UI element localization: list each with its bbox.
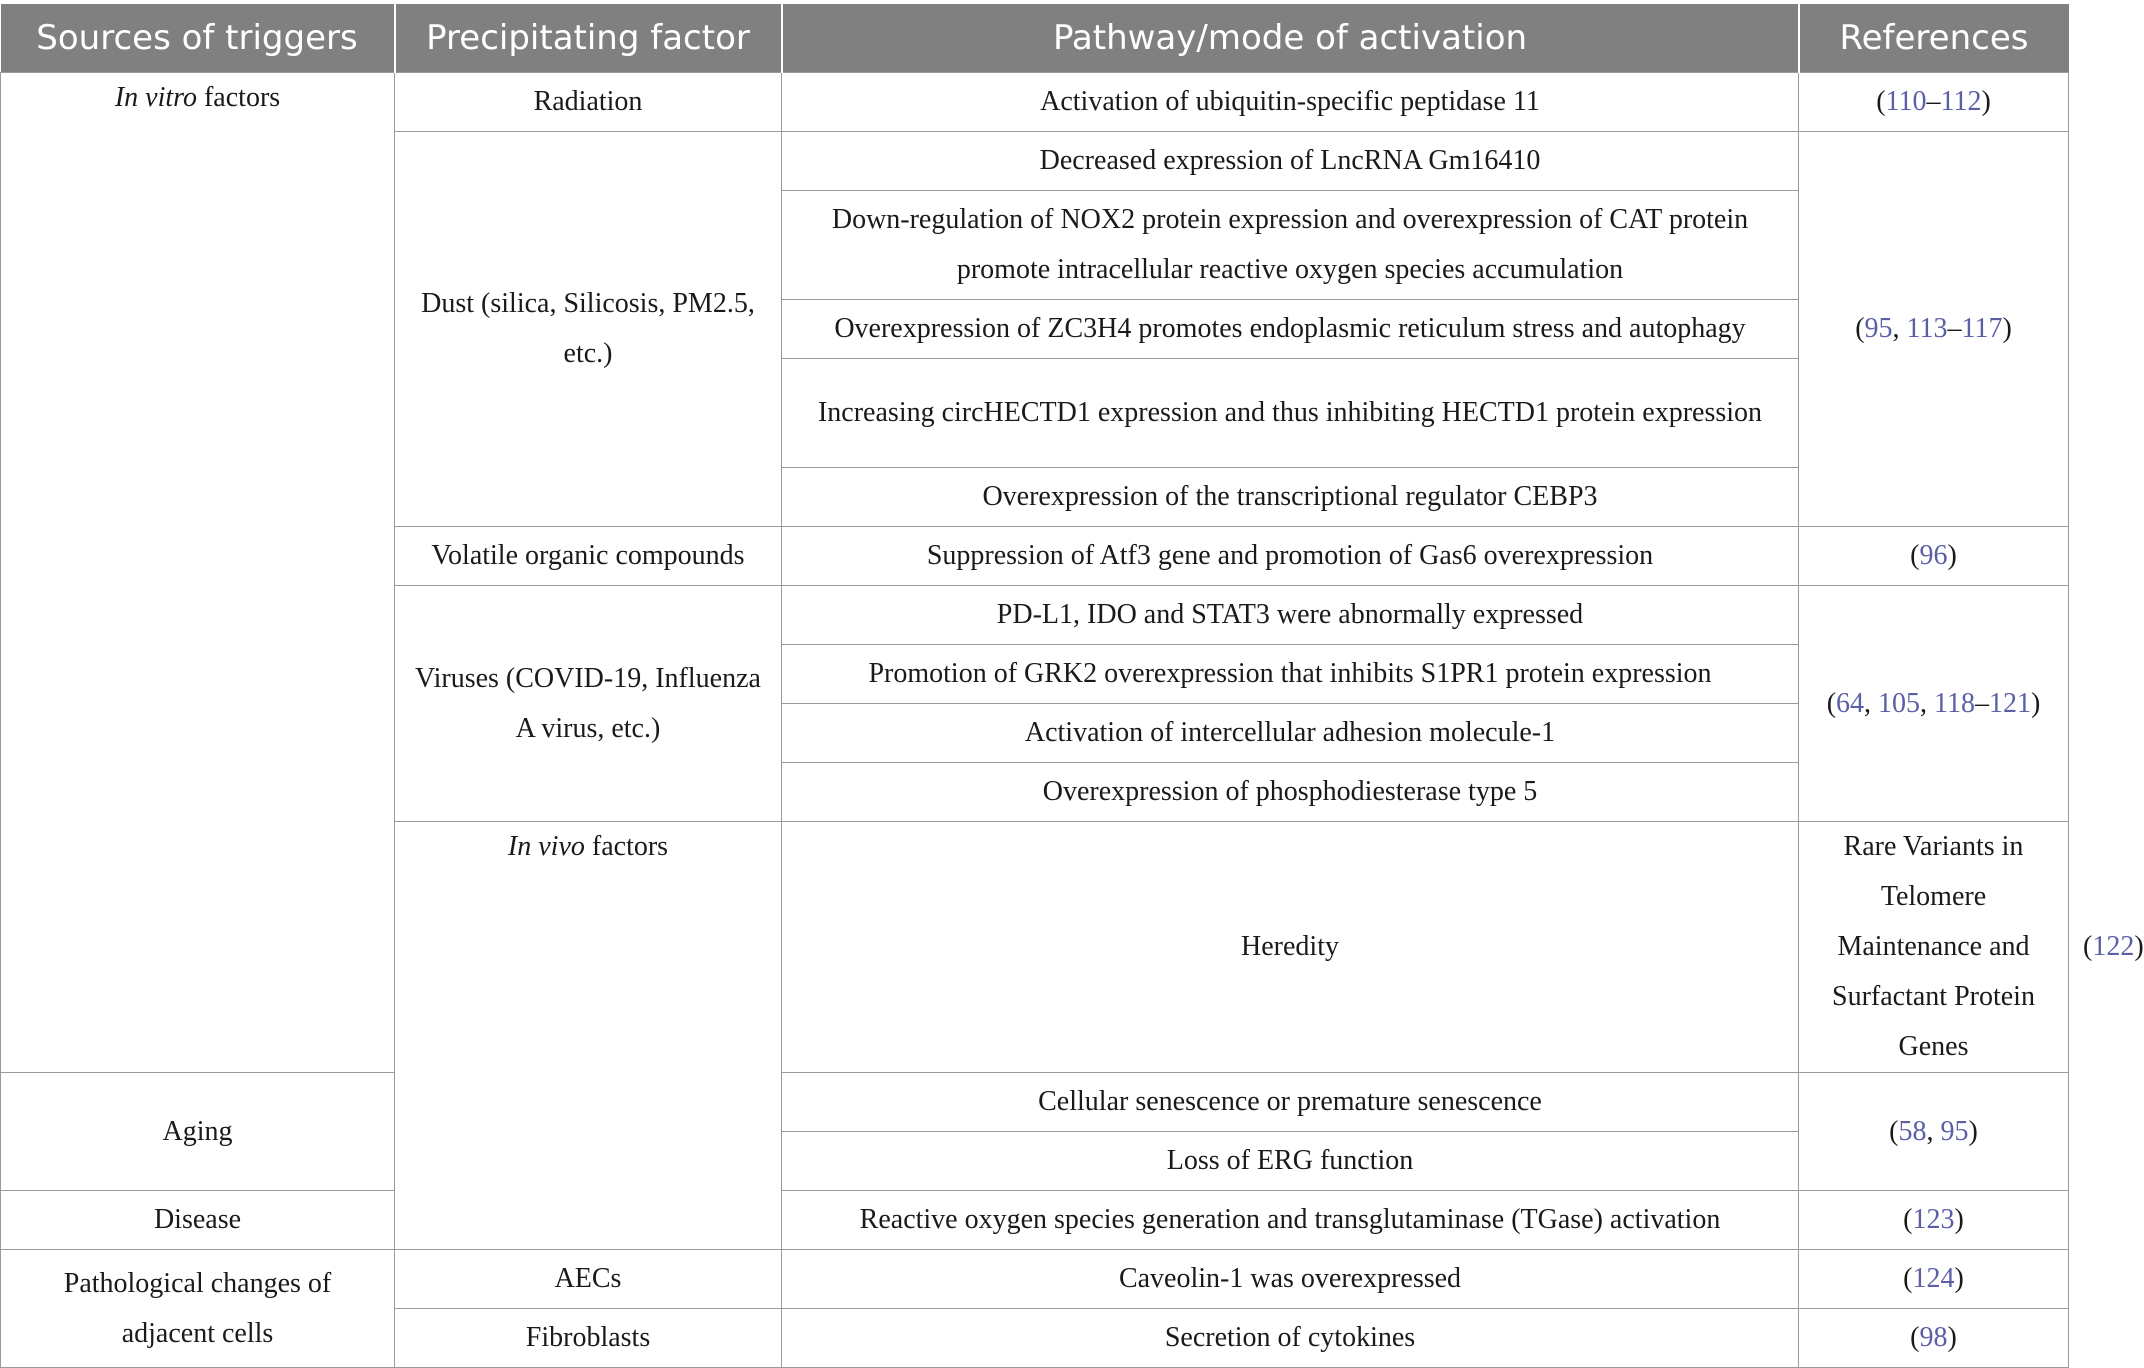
header-references: References — [1799, 4, 2069, 73]
ref-link[interactable]: 96 — [1919, 540, 1948, 571]
factor-fibroblasts: Fibroblasts — [395, 1309, 782, 1368]
source-pathological: Pathological changes of adjacent cells — [1, 1250, 395, 1368]
ref-link[interactable]: 123 — [1912, 1204, 1955, 1235]
factor-voc: Volatile organic compounds — [395, 527, 782, 586]
ref-link[interactable]: 110 — [1885, 86, 1927, 117]
ref-link[interactable]: 118 — [1934, 687, 1975, 719]
ref-aging: (58, 95) — [1799, 1073, 2069, 1191]
factor-dust: Dust (silica, Silicosis, PM2.5, etc.) — [395, 132, 782, 527]
ref-link[interactable]: 113 — [1906, 313, 1948, 344]
ref-voc: (96) — [1799, 527, 2069, 586]
table-row — [1, 1250, 2069, 1309]
source-rest: factors — [584, 831, 669, 862]
ref-disease: (123) — [1799, 1191, 2069, 1250]
pathway-virus-2: Promotion of GRK2 overexpression that inhibits S1PR1 protein expression — [782, 645, 1799, 704]
source-italic: In vivo — [507, 831, 585, 862]
ref-link[interactable]: 64 — [1836, 687, 1865, 719]
pathway-virus-4: Overexpression of phosphodiesterase type 5 — [782, 763, 1799, 822]
factor-viruses: Viruses (COVID-19, Influenza A virus, etc.) — [395, 586, 782, 822]
pathway-dust-3: Overexpression of ZC3H4 promotes endoplasmic reticulum stress and autophagy — [782, 300, 1799, 359]
source-in-vitro — [1, 73, 395, 1073]
pathway-virus-1: PD-L1, IDO and STAT3 were abnormally expressed — [782, 586, 1799, 645]
pathway-aecs: Caveolin-1 was overexpressed — [782, 1250, 1799, 1309]
ref-link[interactable]: 95 — [1864, 313, 1893, 344]
source-rest: factors — [196, 82, 281, 113]
pathway-disease: Reactive oxygen species generation and transglutaminase (TGase) activation — [782, 1191, 1799, 1250]
header-pathway: Pathway/mode of activation — [782, 4, 1799, 73]
pathway-voc: Suppression of Atf3 gene and promotion of Gas6 overexpression — [782, 527, 1799, 586]
ref-dust: (95, 113–117) — [1799, 132, 2069, 527]
pathway-fibroblasts: Secretion of cytokines — [782, 1309, 1799, 1368]
ref-link[interactable]: 98 — [1919, 1322, 1948, 1353]
factor-heredity: Heredity — [782, 822, 1799, 1073]
ref-link[interactable]: 112 — [1940, 86, 1982, 117]
factor-disease: Disease — [1, 1191, 395, 1250]
pathway-dust-1: Decreased expression of LncRNA Gm16410 — [782, 132, 1799, 191]
triggers-table — [0, 4, 2144, 1368]
factor-aging: Aging — [1, 1073, 395, 1191]
ref-link[interactable]: 117 — [1961, 313, 2003, 344]
ref-viruses: (64, 105, 118–121) — [1799, 586, 2069, 822]
ref-link[interactable]: 122 — [2092, 931, 2135, 962]
ref-radiation: (110–112) — [1799, 73, 2069, 132]
ref-link[interactable]: 121 — [1988, 687, 2031, 719]
header-factor: Precipitating factor — [395, 4, 782, 73]
factor-aecs: AECs — [395, 1250, 782, 1309]
ref-link[interactable]: 95 — [1940, 1115, 1969, 1147]
pathway-virus-3: Activation of intercellular adhesion molecule-1 — [782, 704, 1799, 763]
pathway-dust-4: Increasing circHECTD1 expression and thus inhibiting HECTD1 protein expression — [782, 359, 1799, 468]
pathway-radiation: Activation of ubiquitin-specific peptidase 11 — [782, 73, 1799, 132]
table-row: In vivo factors Heredity Rare Variants in Telomere Maintenance and Surfactant Protein Genes (122) — [1, 822, 2069, 1073]
table-row — [1, 1073, 2069, 1132]
pathway-dust-2: Down-regulation of NOX2 protein expression and overexpression of CAT protein promote intracellular reactive oxygen species accumulation — [782, 191, 1799, 300]
ref-link[interactable]: 58 — [1898, 1115, 1927, 1147]
pathway-aging-2: Loss of ERG function — [782, 1132, 1799, 1191]
pathway-aging-1: Cellular senescence or premature senescence — [782, 1073, 1799, 1132]
pathway-dust-5: Overexpression of the transcriptional regulator CEBP3 — [782, 468, 1799, 527]
factor-radiation: Radiation — [395, 73, 782, 132]
table-row — [1, 1191, 2069, 1250]
table-row — [1, 73, 2069, 132]
header-sources: Sources of triggers — [1, 4, 395, 73]
ref-aecs: (124) — [1799, 1250, 2069, 1309]
source-in-vivo — [395, 822, 782, 1250]
header-row — [1, 4, 2069, 73]
source-italic: In vitro — [114, 82, 197, 113]
ref-link[interactable]: 105 — [1878, 687, 1921, 719]
ref-fibroblasts: (98) — [1799, 1309, 2069, 1368]
ref-link[interactable]: 124 — [1912, 1263, 1955, 1294]
pathway-heredity: Rare Variants in Telomere Maintenance and Surfactant Protein Genes — [1799, 822, 2069, 1073]
